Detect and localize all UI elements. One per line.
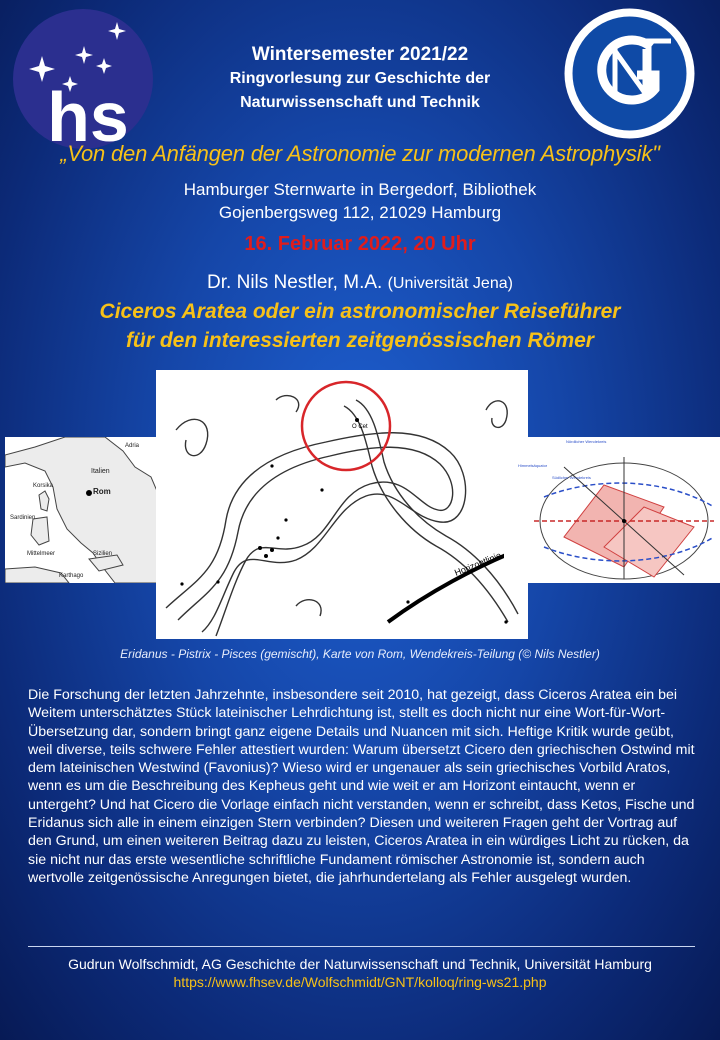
star-chart-label-horizon: Horizontlinie	[453, 550, 503, 578]
image-caption: Eridanus - Pistrix - Pisces (gemischt), Karte von Rom, Wendekreis-Teilung (© Nils Nestler)	[120, 647, 600, 661]
speaker-name: Dr. Nils Nestler, M.A.	[207, 272, 383, 293]
talk-title-line-2: für den interessierten zeitgenössischen Römer	[126, 329, 594, 352]
footer-url-link[interactable]: https://www.fhsev.de/Wolfschmidt/GNT/kolloq/ring-ws21.php	[173, 974, 547, 990]
venue-line-1: Hamburger Sternwarte in Bergedorf, Bibliothek	[183, 180, 537, 199]
map-label-italien: Italien	[91, 468, 110, 475]
map-label-mittelmeer: Mittelmeer	[27, 551, 56, 557]
sphere-label-south-tropic: Südlicher Wendekreis	[552, 475, 591, 480]
footer-organizer: Gudrun Wolfschmidt, AG Geschichte der Naturwissenschaft und Technik, Universität Hamburg	[68, 956, 652, 972]
speaker	[0, 272, 720, 294]
talk-title-line-1: Ciceros Aratea oder ein astronomischer Reiseführer	[99, 300, 621, 323]
map-of-rome-image	[5, 437, 157, 583]
map-label-adria: Adria	[125, 443, 140, 449]
speaker-affiliation: (Universität Jena)	[387, 275, 513, 292]
star-chart-image	[156, 370, 528, 639]
series-line-1: Ringvorlesung zur Geschichte der	[229, 70, 491, 87]
celestial-sphere-image	[504, 437, 720, 583]
series-line-2: Naturwissenschaft und Technik	[240, 94, 480, 111]
star-chart-label-ocet: O Cet	[352, 424, 368, 430]
map-label-korsika: Korsika	[33, 483, 54, 489]
series-title: „Von den Anfängen der Astronomie zur modernen Astrophysik"	[60, 141, 660, 166]
gnt-logo	[563, 7, 696, 140]
sphere-label-equator: Himmelsäquator	[518, 463, 548, 468]
semester-heading: Wintersemester 2021/22	[251, 44, 469, 65]
hs-logo-text: hs	[47, 78, 129, 150]
sphere-label-north-tropic: Nördlicher Wendekreis	[566, 439, 607, 444]
map-label-karthago: Karthago	[59, 573, 84, 579]
map-label-sardinien: Sardinien	[10, 515, 36, 521]
hs-logo	[12, 8, 154, 150]
map-label-sizilien: Sizilien	[93, 551, 113, 557]
map-label-rom: Rom	[93, 487, 111, 496]
venue-line-2: Gojenbergsweg 112, 21029 Hamburg	[218, 203, 502, 222]
abstract-text: Die Forschung der letzten Jahrzehnte, insbesondere seit 2010, hat gezeigt, dass Ciceros Aratea ein bei Weitem unterschätztes Stück lateinischer Lehrdichtung ist, stellt es doch nicht nur eine Wort-für-Wort-Übersetzung dar, sondern bringt ganz eigene Details und Nuancen mit sich. Heftige Kritik wurde geübt, weil diverse, teils schwere Fehler attestiert wurden: Warum übersetzt Cicero den griechischen Ostwind mit dem lateinischen Westwind (Favonius)? Wieso wird er ungenauer als sein griechisches Vorbild Aratos, wenn es um die Beschreibung des Kepheus geht und wie weit er am Horizont eintaucht, wenn er untergeht? Und hat Cicero die Vorlage einfach nicht verstanden, wenn er schreibt, dass Ketos, Fische und Eridanus sich alle in einem einzigen Stern verbinden? Diesen und weiteren Fragen geht der Vortrag auf den Grund, um einen weiteren Beitrag dazu zu leisten, Ciceros Aratea in ein würdiges Licht zu rücken, da sie nicht nur das erste wesentliche schriftliche Fundament römischer Astronomie ist, sondern auch wertvolle zeitgenössische Anregungen bietet, die jahrhundertelang als Fehler ausgelegt wurden.	[28, 687, 695, 886]
footer-divider	[28, 946, 695, 947]
event-date: 16. Februar 2022, 20 Uhr	[244, 233, 476, 255]
